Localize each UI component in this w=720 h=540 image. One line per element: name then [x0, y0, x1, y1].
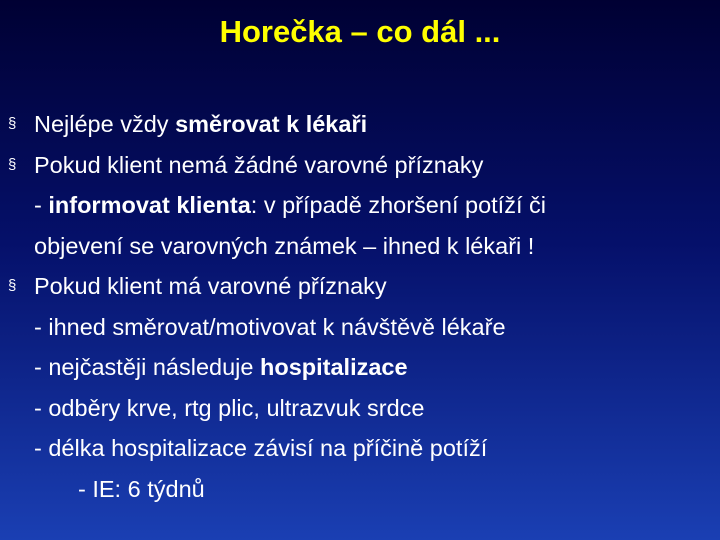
sub-line	[8, 388, 708, 429]
line-text: - nejčastěji následuje	[34, 354, 260, 380]
bullet-icon: §	[8, 277, 17, 294]
bullet-item	[8, 104, 708, 145]
line-text: - délka hospitalizace závisí na příčině potíží	[34, 435, 488, 461]
sub-line	[8, 226, 708, 267]
sub-line	[8, 428, 708, 469]
line-text: - IE: 6 týdnů	[78, 475, 205, 502]
bullet-item	[8, 145, 708, 186]
sub-line	[8, 347, 708, 388]
line-text: - odběry krve, rtg plic, ultrazvuk srdce	[34, 394, 425, 421]
line-text: objevení se varovných známek – ihned k lékaři !	[34, 232, 535, 259]
bullet-icon: §	[8, 155, 17, 173]
sub-sub-line	[8, 469, 708, 510]
line-text: Pokud klient má varovné příznaky	[34, 273, 387, 299]
bullet-item	[8, 266, 708, 307]
sub-line	[8, 185, 708, 226]
line-text-bold: směrovat k lékaři	[175, 111, 368, 137]
sub-line	[8, 307, 708, 348]
line-text: : v případě zhoršení potíží či	[250, 192, 546, 218]
line-text-bold: informovat klienta	[48, 192, 251, 218]
line-text: -	[34, 192, 49, 218]
line-text: Pokud klient nemá žádné varovné příznaky	[34, 151, 484, 178]
line-text: - ihned směrovat/motivovat k návštěvě lékaře	[34, 313, 506, 340]
line-text-bold: hospitalizace	[260, 354, 408, 380]
bullet-icon: §	[8, 115, 17, 132]
slide-body	[8, 104, 708, 509]
slide-title: Horečka – co dál ...	[219, 14, 501, 49]
line-text: Nejlépe vždy	[34, 111, 176, 137]
